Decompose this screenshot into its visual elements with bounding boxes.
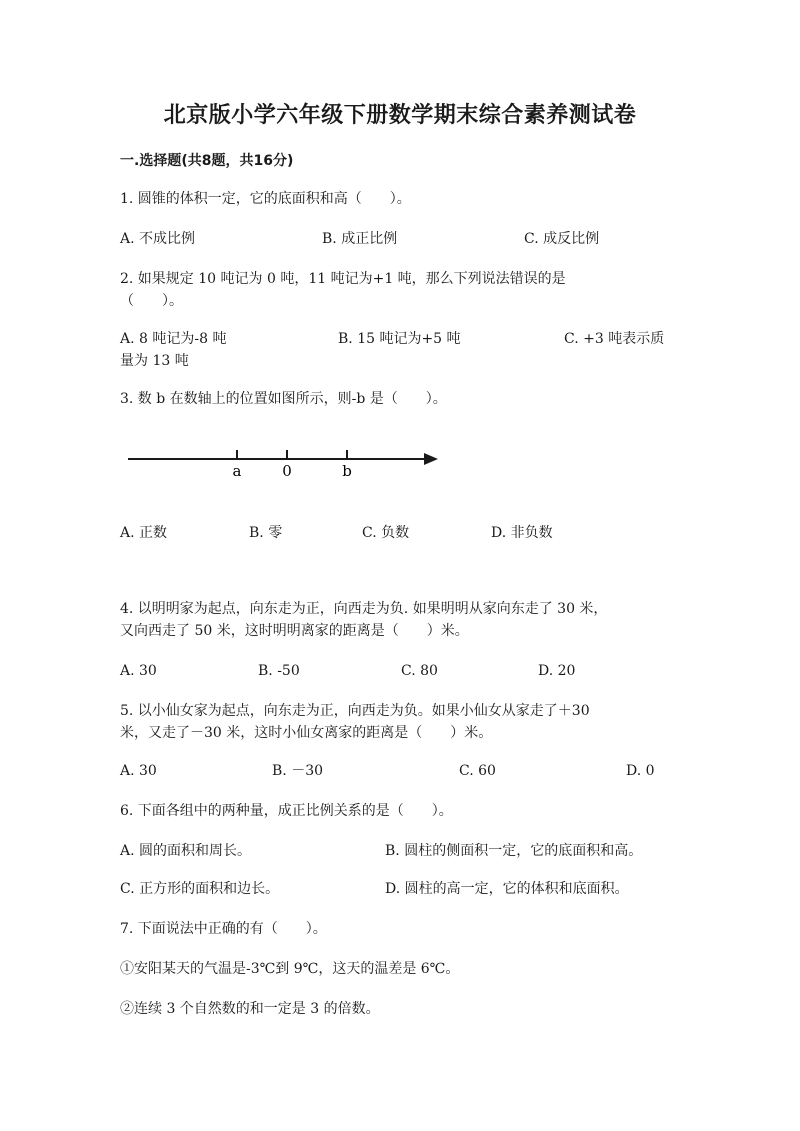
question-1-option-b: B. 成正比例 bbox=[322, 231, 398, 247]
question-3-stem: 3. 数 b 在数轴上的位置如图所示，则-b 是（ ）。 bbox=[120, 391, 447, 407]
axis-label-a: a bbox=[232, 462, 242, 480]
question-7-stem: 7. 下面说法中正确的有（ ）。 bbox=[120, 921, 327, 937]
question-5-stem-line2: 米，又走了－30 米，这时小仙女离家的距离是（ ）米。 bbox=[120, 725, 493, 741]
question-7-item-1: ①安阳某天的气温是-3℃到 9℃，这天的温差是 6℃。 bbox=[120, 961, 460, 977]
question-2-option-c-continued: 量为 13 吨 bbox=[120, 353, 189, 369]
number-line-arrow-icon bbox=[424, 453, 438, 465]
question-6-option-c: C. 正方形的面积和边长。 bbox=[120, 881, 280, 897]
axis-label-0: 0 bbox=[282, 462, 292, 480]
axis-label-b: b bbox=[342, 462, 352, 480]
question-1-option-c: C. 成反比例 bbox=[524, 231, 600, 247]
question-4-stem-line2: 又向西走了 50 米，这时明明离家的距离是（ ）米。 bbox=[120, 623, 469, 639]
question-6-option-b: B. 圆柱的侧面积一定，它的底面积和高。 bbox=[385, 843, 643, 859]
question-6-option-a: A. 圆的面积和周长。 bbox=[120, 843, 252, 859]
question-5-option-a: A. 30 bbox=[120, 763, 157, 779]
question-2-stem-line2: （ ）。 bbox=[120, 293, 183, 309]
question-4-stem-line1: 4. 以明明家为起点，向东走为正，向西走为负. 如果明明从家向东走了 30 米， bbox=[120, 601, 608, 617]
question-1-stem: 1. 圆锥的体积一定，它的底面积和高（ ）。 bbox=[120, 191, 411, 207]
section-heading: 一.选择题(共8题，共16分) bbox=[120, 153, 294, 169]
question-4-option-b: B. -50 bbox=[258, 663, 300, 679]
question-4-option-d: D. 20 bbox=[538, 663, 576, 679]
question-5-option-b: B. －30 bbox=[272, 763, 324, 779]
question-2-option-a: A. 8 吨记为-8 吨 bbox=[120, 331, 227, 347]
question-5-option-d: D. 0 bbox=[626, 763, 655, 779]
question-1-option-a: A. 不成比例 bbox=[120, 231, 196, 247]
question-3-option-b: B. 零 bbox=[249, 525, 283, 541]
question-3-option-a: A. 正数 bbox=[120, 525, 168, 541]
question-4-option-a: A. 30 bbox=[120, 663, 157, 679]
question-2-option-c: C. +3 吨表示质 bbox=[564, 331, 665, 347]
question-6-stem: 6. 下面各组中的两种量，成正比例关系的是（ ）。 bbox=[120, 803, 453, 819]
question-3-option-d: D. 非负数 bbox=[491, 525, 553, 541]
number-line-figure bbox=[120, 440, 450, 485]
question-2-stem-line1: 2. 如果规定 10 吨记为 0 吨，11 吨记为+1 吨，那么下列说法错误的是 bbox=[120, 271, 566, 287]
question-6-option-d: D. 圆柱的高一定，它的体积和底面积。 bbox=[385, 881, 629, 897]
question-5-stem-line1: 5. 以小仙女家为起点，向东走为正，向西走为负。如果小仙女从家走了＋30 bbox=[120, 703, 590, 719]
page-title: 北京版小学六年级下册数学期末综合素养测试卷 bbox=[163, 103, 637, 128]
question-4-option-c: C. 80 bbox=[401, 663, 438, 679]
question-7-item-2: ②连续 3 个自然数的和一定是 3 的倍数。 bbox=[120, 1001, 380, 1017]
question-3-option-c: C. 负数 bbox=[362, 525, 410, 541]
question-2-option-b: B. 15 吨记为+5 吨 bbox=[338, 331, 461, 347]
question-5-option-c: C. 60 bbox=[459, 763, 496, 779]
